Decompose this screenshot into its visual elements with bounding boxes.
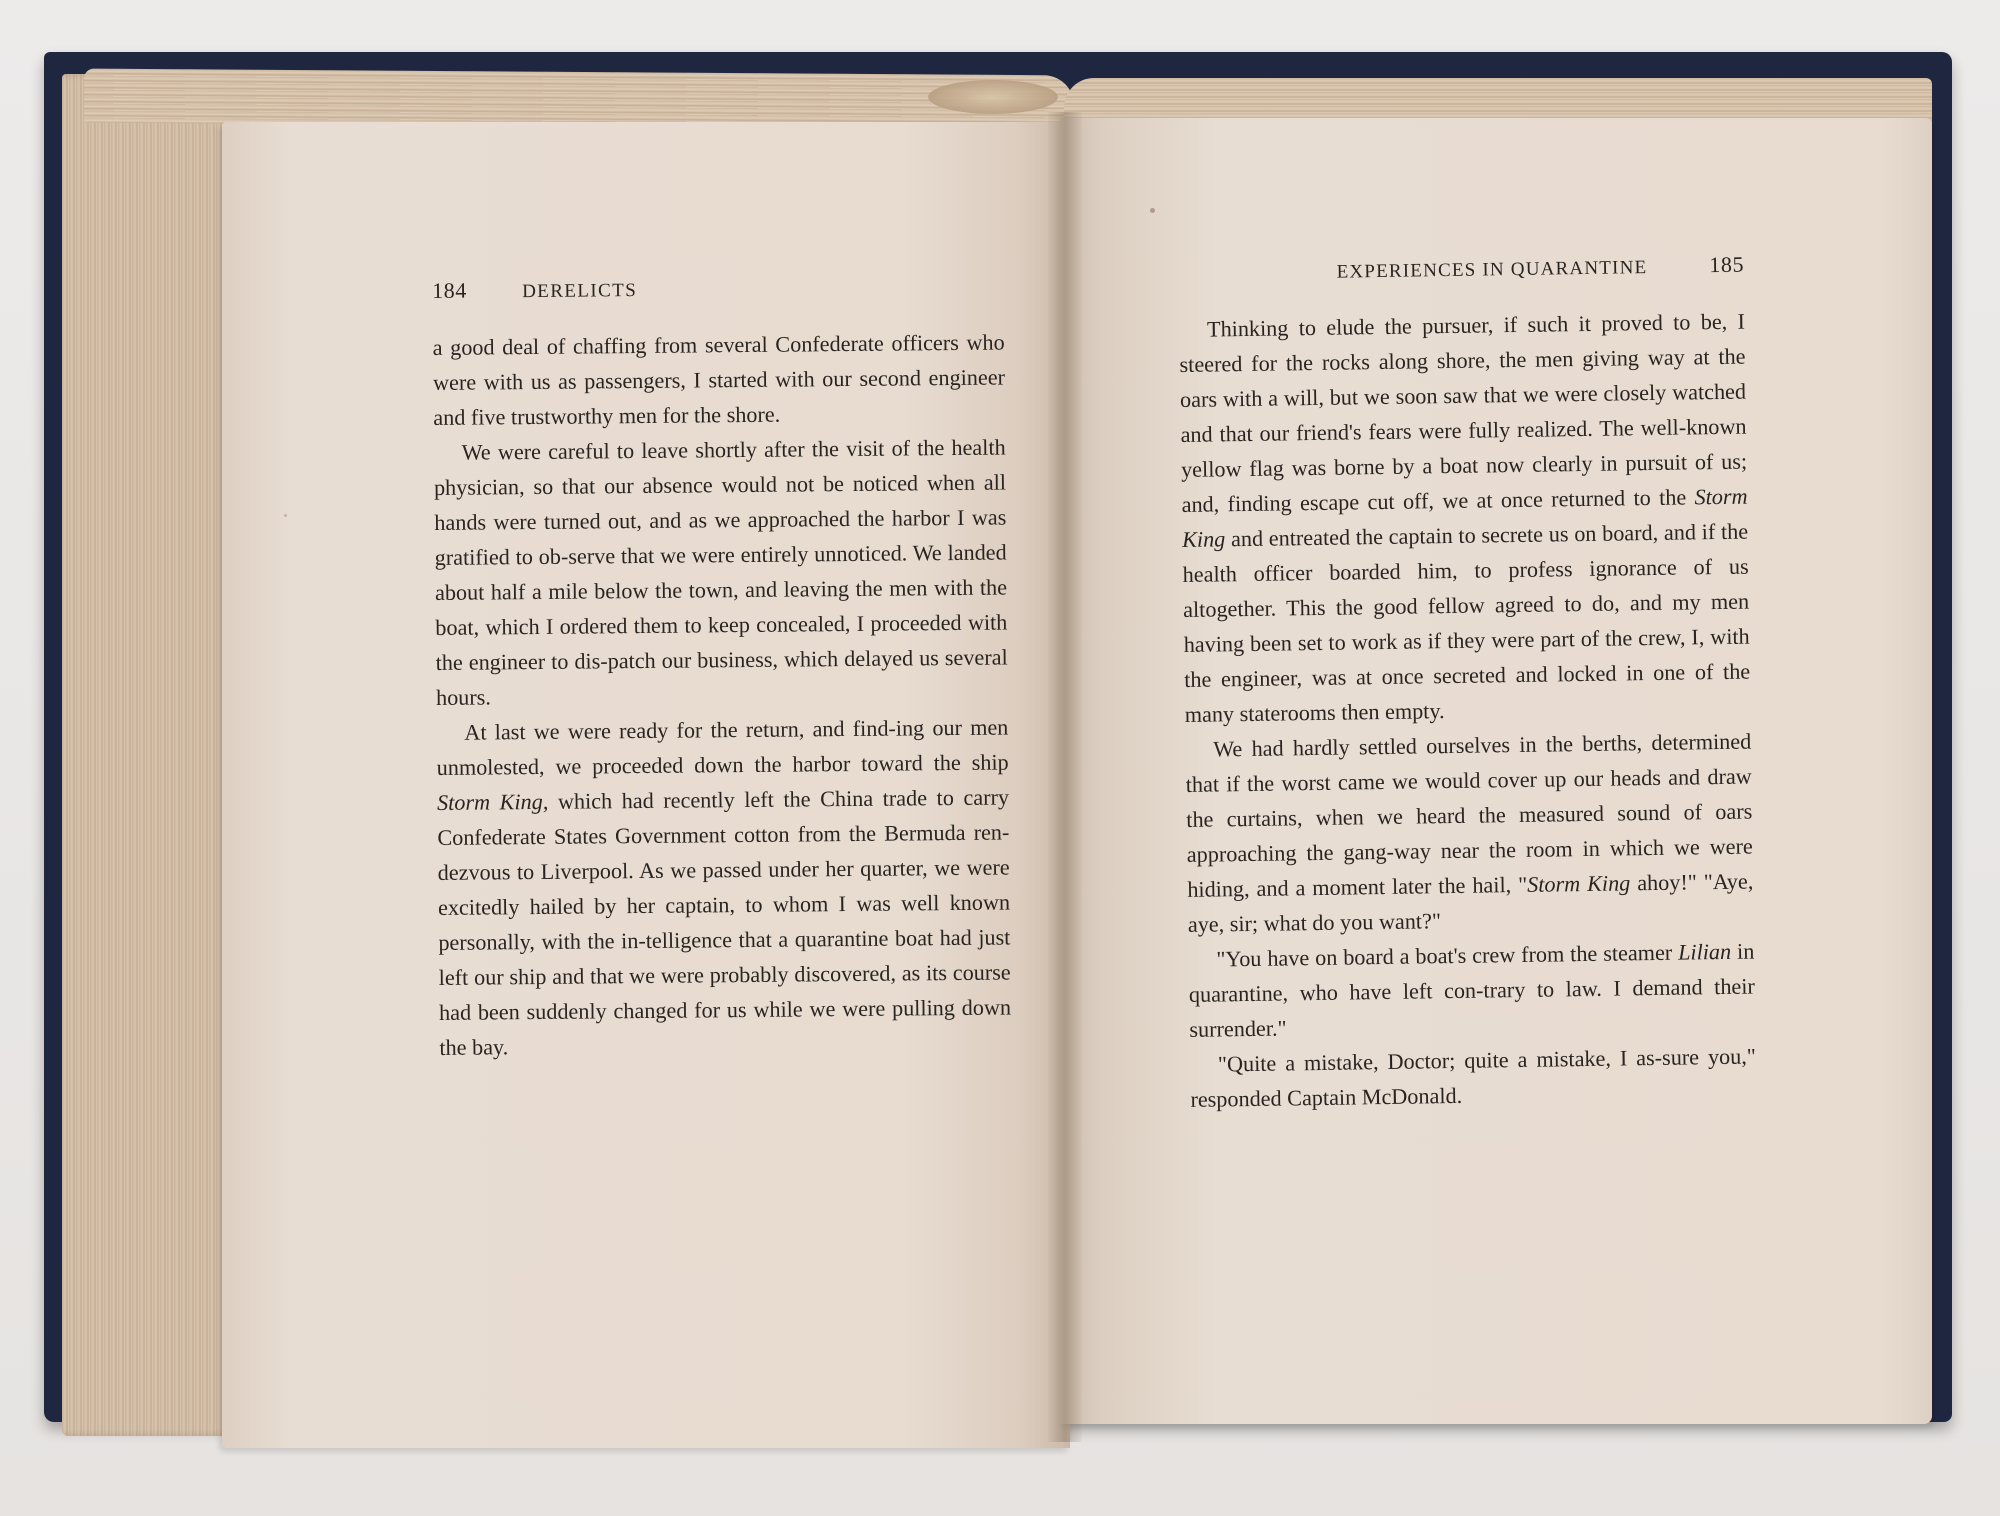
- running-head-title-left: DERELICTS: [522, 280, 638, 303]
- page-number-right: 185: [1709, 251, 1745, 278]
- text-segment: a good deal of chaffing from several Confederate officers who were with us as passengers, I started with our second engineer and five trustworthy men for the shore.: [432, 329, 1006, 430]
- page-edges-top-left: [84, 69, 1074, 130]
- spine-gutter: [1048, 112, 1082, 1442]
- running-head-left: [432, 273, 1004, 308]
- text-segment: ahoy!" "Aye, aye, sir; what do you want?": [1187, 868, 1754, 937]
- paragraph: [1190, 1039, 1757, 1117]
- paragraph: [432, 325, 1005, 435]
- text-segment: which had recently left the China trade to carry Confederate States Government cotton from the Bermuda ren-dezvous to Liverpool. As we passed under her quarter, we were excitedly hailed by her captain, to whom I was well known personally, with the in-telligence that a quarantine boat had just left our ship and that we were probably discovered, as its course had been suddenly changed for us while we were pulling down the bay.: [437, 784, 1012, 1060]
- paragraph: [1185, 724, 1754, 942]
- italic-ship-name: Lilian: [1677, 938, 1732, 965]
- text-segment: in quarantine, who have left con-trary to law. I demand their surrender.": [1188, 938, 1756, 1042]
- paragraph: [436, 709, 1011, 1064]
- italic-ship-name: Storm King: [1181, 483, 1748, 552]
- paragraph: [1179, 304, 1751, 732]
- text-segment: "You have on board a boat's crew from the steamer: [1216, 939, 1679, 972]
- ink-speck: [284, 514, 287, 517]
- text-segment: We had hardly settled ourselves in the berths, determined that if the worst came we would cover up our heads and draw the curtains, when we heard the measured sound of oars approaching the gang-way near the room in which we were hiding, and a moment later the hail, ": [1185, 728, 1753, 902]
- left-page-body: [432, 325, 1011, 1065]
- italic-ship-name: Storm King,: [436, 788, 549, 815]
- text-segment: and entreated the captain to secrete us on board, and if the health officer boarded him, to profess ignorance of us altogether. This the good fellow agreed to do, and my men having been set to work as if they were part of the crew, I, with the engineer, was at once secreted and locked in one of the many staterooms then empty.: [1182, 518, 1751, 727]
- right-page-body: [1179, 304, 1757, 1117]
- text-segment: At last we were ready for the return, and find-ing our men unmolested, we proceeded down the harbor toward the ship: [436, 714, 1009, 780]
- left-page-text: [432, 273, 1012, 1065]
- paragraph: [434, 430, 1009, 715]
- text-segment: Thinking to elude the pursuer, if such it proved to be, I steered for the rocks along shore, the men giving way at the oars with a will, but we soon saw that we were closely watched and that our friend's fears were fully realized. The well-known yellow flag was borne by a boat now clearly in pursuit of us; and, finding escape cut off, we at once returned to the: [1179, 308, 1748, 517]
- ink-speck: [1150, 208, 1155, 213]
- text-segment: We were careful to leave shortly after the visit of the health physician, so that our absence would not be noticed when all hands were turned out, and as we approached the harbor I was gratified to ob-serve that we were entirely unnoticed. We landed about half a mile below the town, and leaving the men with the boat, which I ordered them to keep concealed, I proceeded with the engineer to dis-patch our business, which delayed us several hours.: [433, 434, 1008, 710]
- paragraph: [1188, 934, 1755, 1047]
- running-head-title-right: EXPERIENCES IN QUARANTINE: [1336, 257, 1648, 283]
- page-edges-left: [62, 74, 242, 1436]
- italic-ship-name: Storm King: [1526, 870, 1631, 897]
- binding-headband: [928, 80, 1058, 114]
- text-segment: "Quite a mistake, Doctor; quite a mistake, I as-sure you," responded Captain McDonald.: [1190, 1043, 1757, 1112]
- page-number-left: 184: [432, 277, 468, 303]
- right-page-text: [1178, 252, 1757, 1117]
